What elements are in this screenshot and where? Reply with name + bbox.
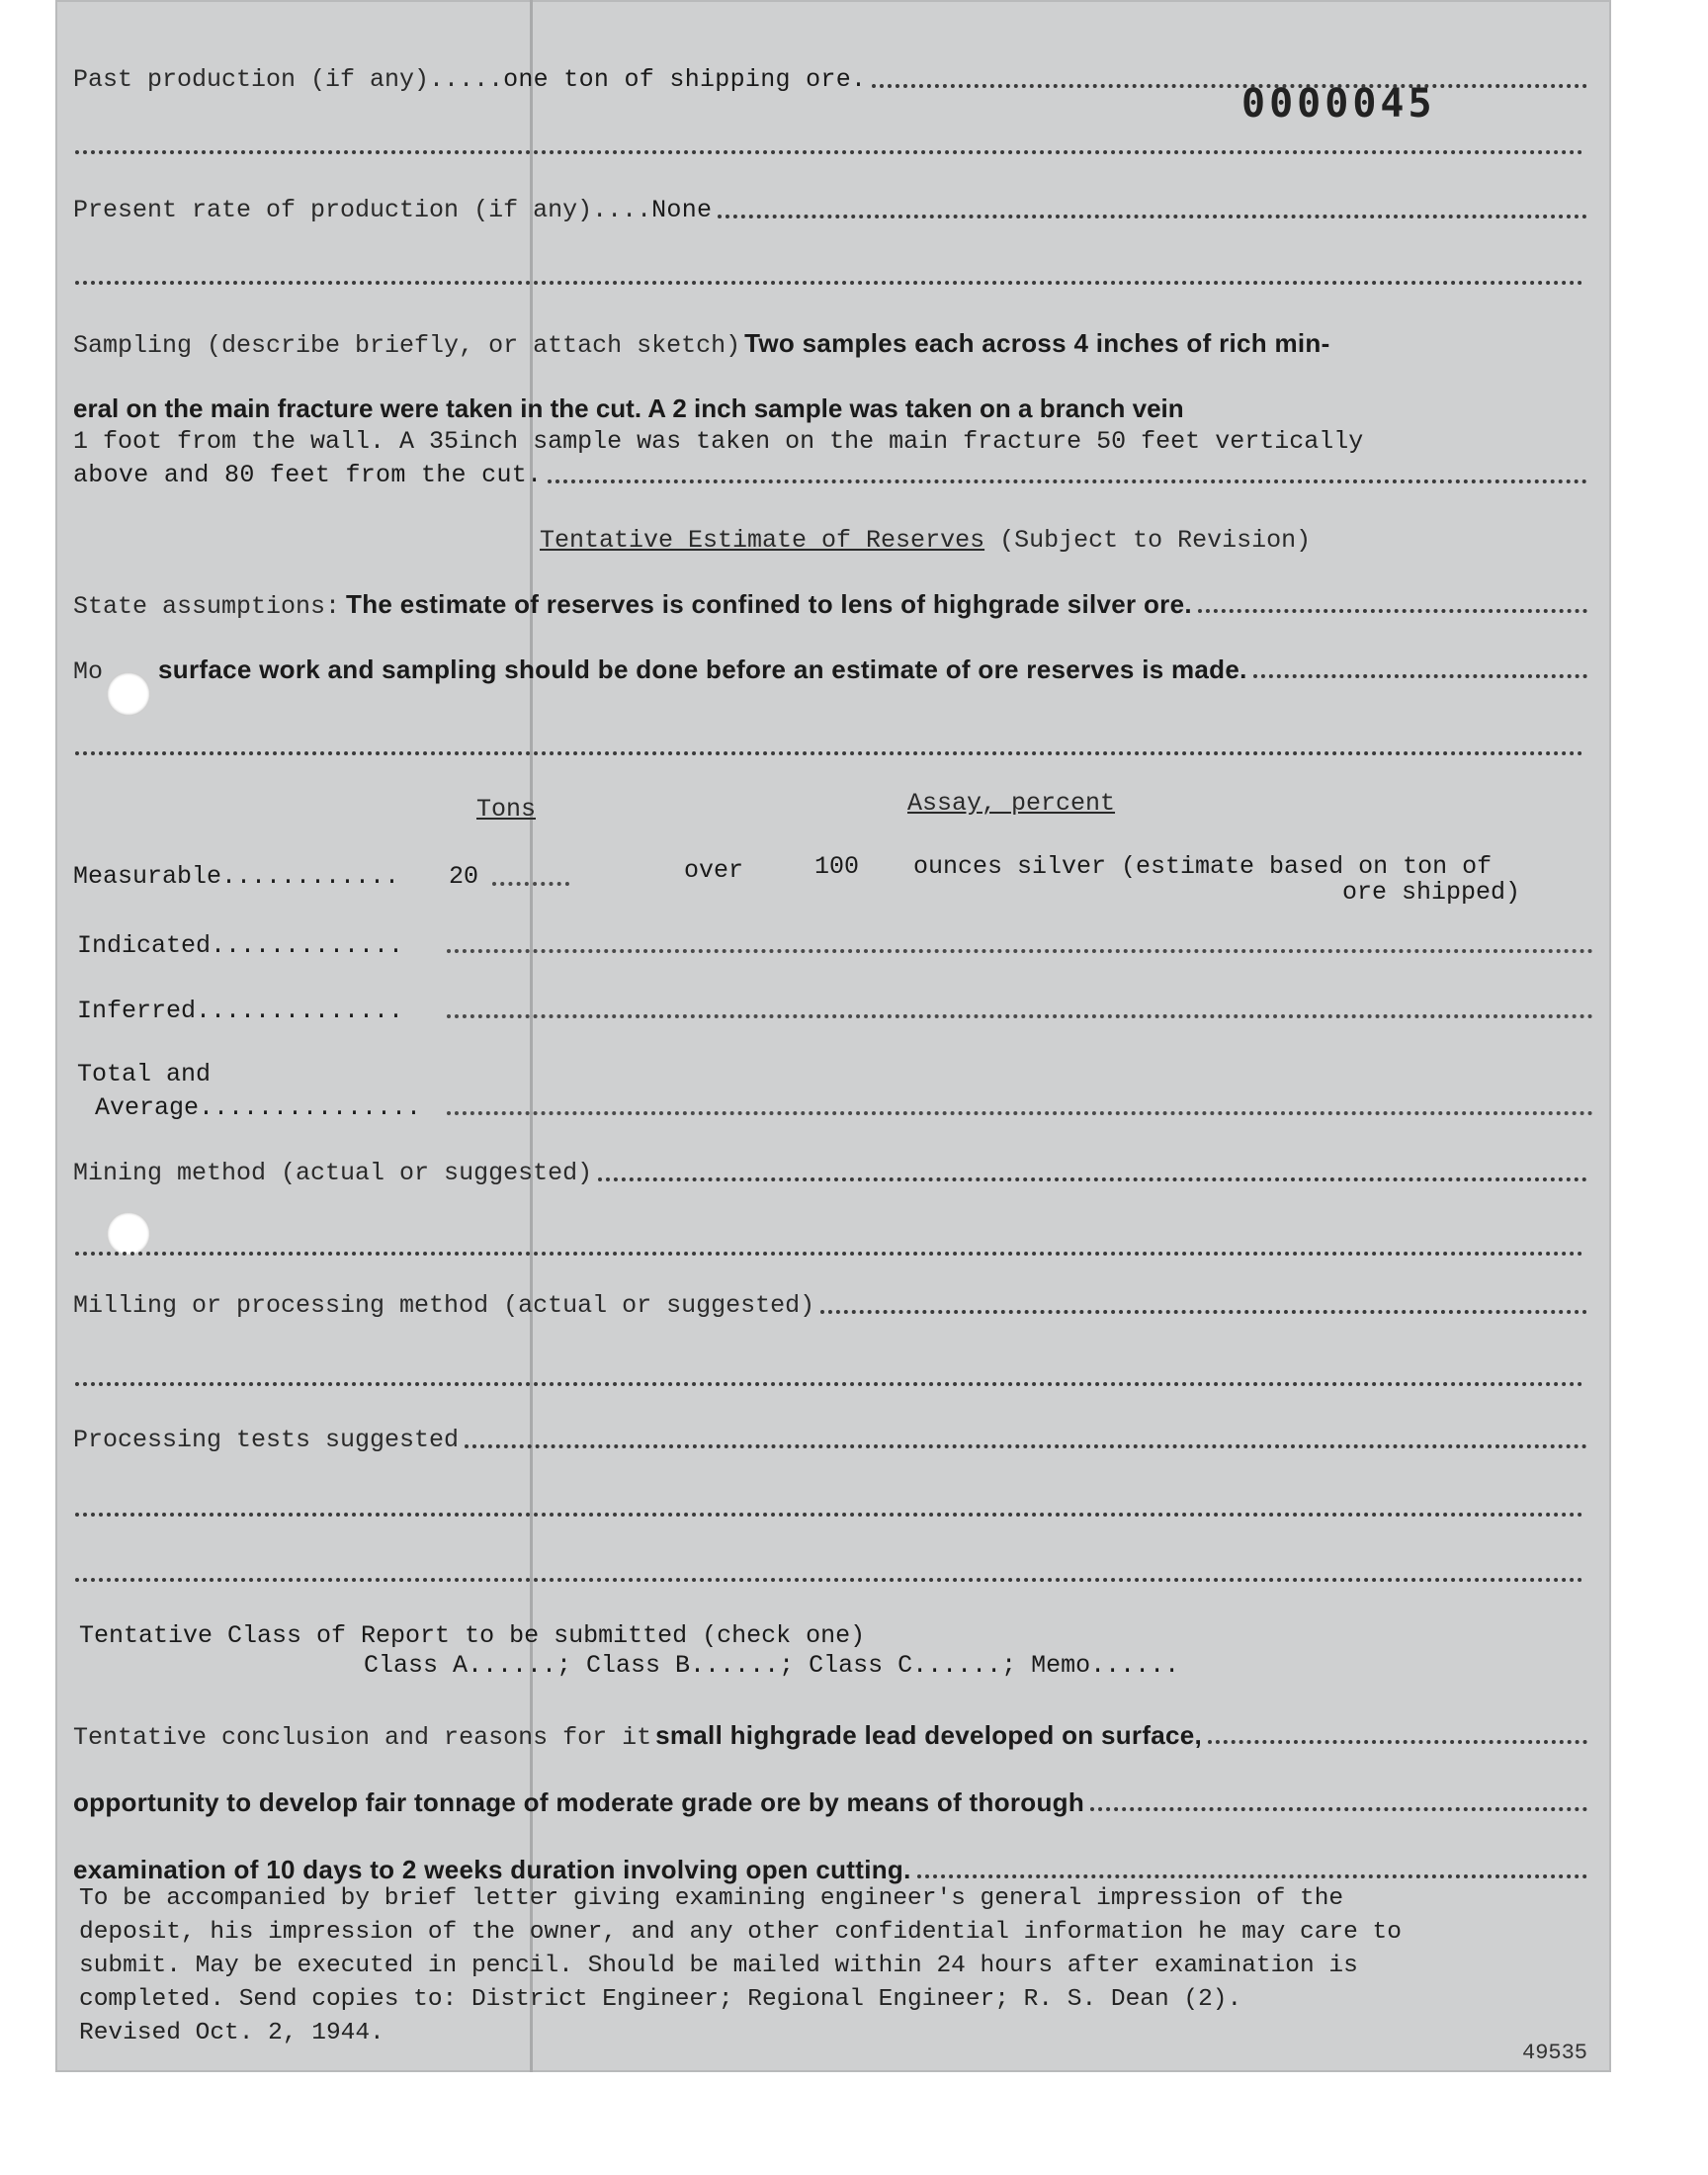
dot-leader <box>492 882 569 886</box>
fold-line <box>530 0 533 2072</box>
row-label-inferred: Inferred.............. <box>77 997 404 1025</box>
state-assumptions-row <box>73 589 1587 621</box>
row-label-indicated: Indicated............. <box>77 931 404 960</box>
dot-leader <box>465 1444 1587 1448</box>
dot-leader <box>447 1014 1593 1018</box>
col-tons-header: Tons <box>476 795 537 824</box>
past-production-label: Past production (if any)..... <box>73 65 504 94</box>
mining-method-label: Mining method (actual or suggested) <box>73 1159 593 1187</box>
conclusion-label: Tentative conclusion and reasons for it <box>73 1723 652 1752</box>
conclusion-line-2: opportunity to develop fair tonnage of moderate grade ore by means of thorough <box>73 1787 1085 1817</box>
row-label-measurable: Measurable............ <box>73 862 400 891</box>
reserves-heading <box>540 526 1311 555</box>
dot-leader <box>447 1111 1593 1115</box>
present-rate-row <box>73 196 1587 224</box>
instructions-paragraph <box>79 1882 1601 2050</box>
conclusion-row <box>73 1720 1587 1752</box>
milling-method-label: Milling or processing method (actual or suggested) <box>73 1291 815 1320</box>
row-label-total: Total and <box>77 1060 212 1088</box>
measurable-note-2: ore shipped) <box>1342 878 1521 907</box>
conclusion-line-1: small highgrade lead developed on surface, <box>655 1720 1203 1750</box>
blank-line <box>75 1252 1583 1256</box>
blank-line <box>75 281 1583 285</box>
class-options: Class A......; Class B......; Class C......; Memo...... <box>364 1651 1180 1680</box>
measurable-assay-1: over <box>684 856 744 885</box>
state-assumptions-label: State assumptions: <box>73 592 341 621</box>
mining-method-row <box>73 1159 1587 1187</box>
dot-leader <box>1253 674 1587 678</box>
dot-leader <box>447 949 1593 953</box>
document-page <box>55 0 1611 2072</box>
dot-leader <box>1208 1740 1587 1744</box>
present-rate-value: None <box>651 196 713 224</box>
state-assumptions-row-2 <box>73 654 1587 686</box>
state-assumptions-value: The estimate of reserves is confined to lens of highgrade silver ore. <box>346 589 1192 619</box>
sampling-line-4: above and 80 feet from the cut. <box>73 461 543 489</box>
processing-tests-label: Processing tests suggested <box>73 1426 460 1454</box>
instructions-line: deposit, his impression of the owner, and any other confidential information he may care to <box>79 1919 1402 1946</box>
dot-leader <box>1090 1807 1587 1811</box>
reserves-title: Tentative Estimate of Reserves <box>540 526 985 555</box>
dot-leader <box>1198 609 1587 613</box>
instructions-line: completed. Send copies to: District Engineer; Regional Engineer; R. S. Dean (2). <box>79 1986 1242 2013</box>
dot-leader <box>548 479 1587 483</box>
past-production-row <box>73 65 1587 94</box>
blank-line <box>75 1382 1583 1386</box>
sampling-label: Sampling (describe briefly, or attach sketch) <box>73 331 741 360</box>
reserves-subtitle: (Subject to Revision) <box>999 526 1312 555</box>
measurable-assay-2: 100 <box>814 852 860 881</box>
dot-leader <box>718 215 1587 218</box>
class-report-label: Tentative Class of Report to be submitted (check one) <box>79 1621 866 1650</box>
dot-leader <box>872 84 1587 88</box>
sampling-value: Two samples each across 4 inches of rich min- <box>744 328 1330 358</box>
measurable-tons: 20 <box>449 862 479 891</box>
blank-line <box>75 1578 1583 1582</box>
dot-leader <box>820 1310 1587 1314</box>
punch-hole <box>107 1212 150 1256</box>
conclusion-row-2 <box>73 1787 1587 1818</box>
past-production-value: one ton of shipping ore. <box>503 65 867 94</box>
blank-line <box>75 751 1583 755</box>
conclusion-row-3 <box>73 1855 1587 1885</box>
blank-line <box>75 150 1583 154</box>
sampling-line-2: eral on the main fracture were taken in the cut. A 2 inch sample was taken on a branch vein <box>73 393 1184 423</box>
sampling-row <box>73 328 1587 360</box>
processing-tests-row <box>73 1426 1587 1454</box>
dot-leader <box>917 1874 1587 1878</box>
milling-method-row <box>73 1291 1587 1320</box>
col-assay-header: Assay, percent <box>907 789 1116 818</box>
instructions-line: To be accompanied by brief letter giving examining engineer's general impression of the <box>79 1885 1344 1912</box>
revision-date: Revised Oct. 2, 1944. <box>79 2020 384 2046</box>
stamp-number: 0000045 <box>1241 81 1436 127</box>
state-assumptions-line-2: surface work and sampling should be done before an estimate of ore reserves is made. <box>158 654 1247 684</box>
document-number: 49535 <box>1522 2041 1588 2065</box>
measurable-note: ounces silver (estimate based on ton of <box>913 852 1493 881</box>
row-label-average: Average............... <box>95 1093 422 1122</box>
dot-leader <box>598 1177 1587 1181</box>
conclusion-line-3: examination of 10 days to 2 weeks duration involving open cutting. <box>73 1855 911 1884</box>
state-assumptions-prefix: Mo <box>73 657 104 686</box>
sampling-line-4-row <box>73 461 1587 489</box>
sampling-line-3: 1 foot from the wall. A 35inch sample was taken on the main fracture 50 feet vertically <box>73 427 1364 456</box>
present-rate-label: Present rate of production (if any).... <box>73 196 652 224</box>
blank-line <box>75 1513 1583 1517</box>
instructions-line: submit. May be executed in pencil. Should be mailed within 24 hours after examination is <box>79 1953 1358 1979</box>
